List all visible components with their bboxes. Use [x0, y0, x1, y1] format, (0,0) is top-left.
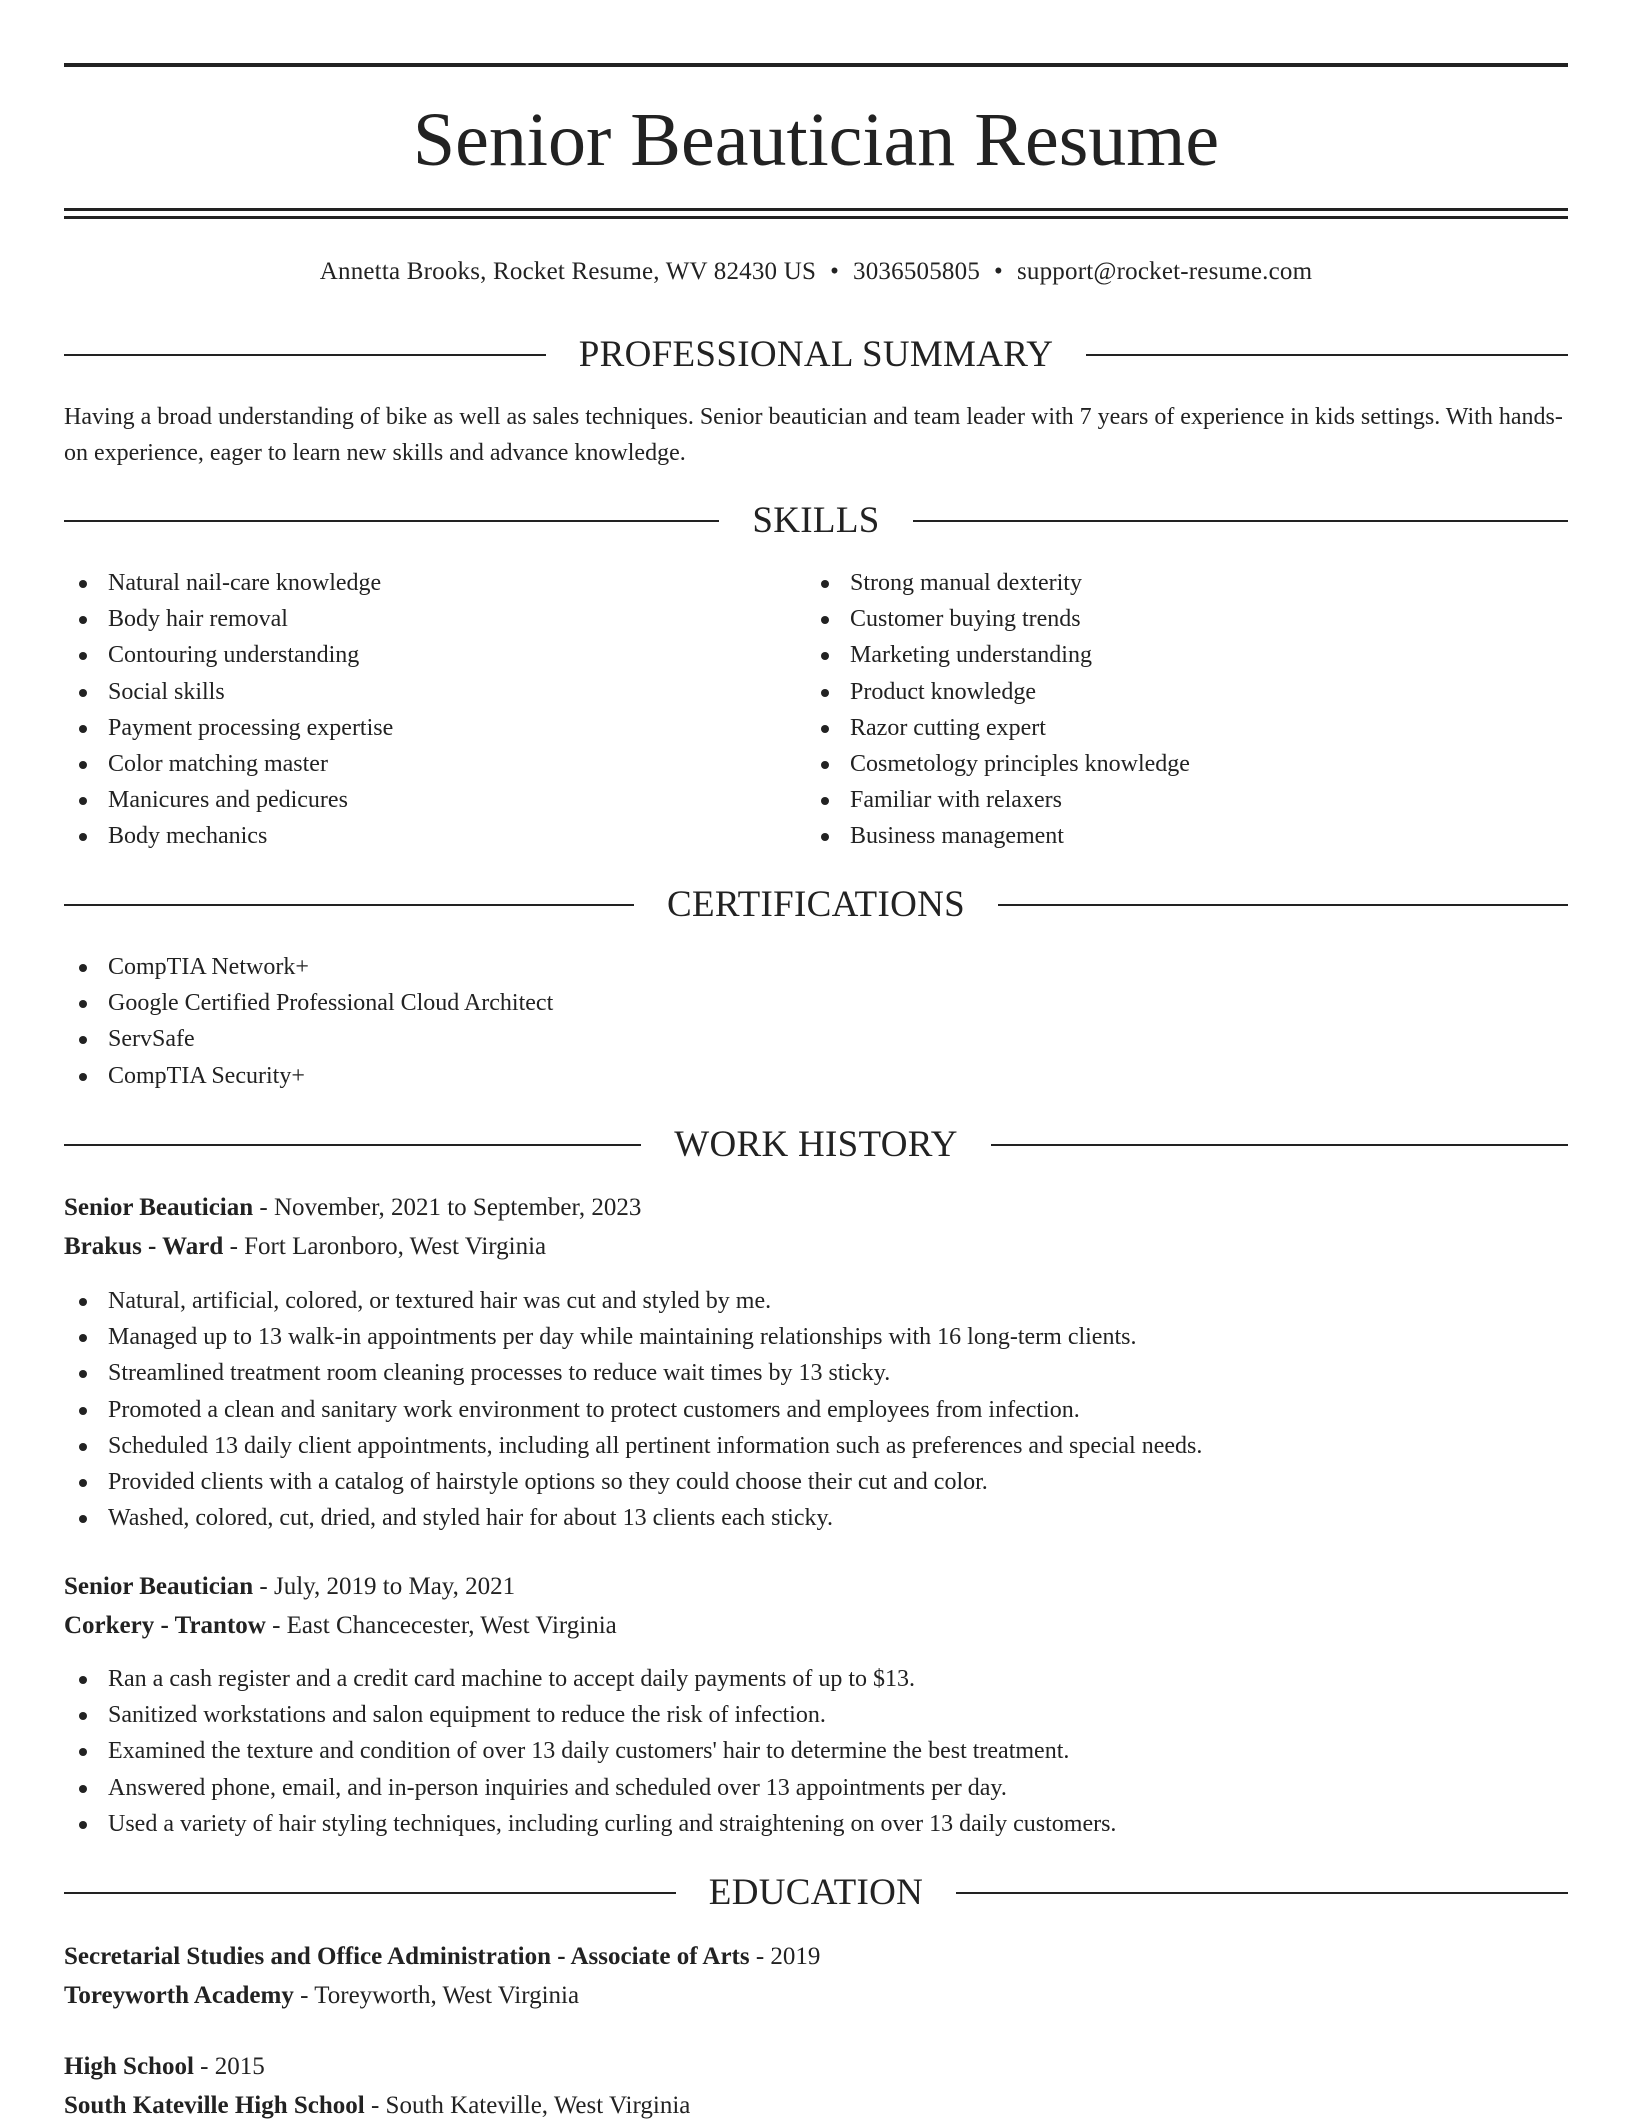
education-degree: Secretarial Studies and Office Administration - Associate of Arts — [64, 1943, 750, 1970]
job-bullets — [64, 1283, 1568, 1536]
education-degree-line — [64, 1938, 1568, 1976]
section-heading-skills — [64, 499, 1568, 543]
contact-phone: 3036505805 — [853, 258, 981, 285]
section-title: SKILLS — [752, 500, 880, 541]
job-title-line — [64, 1189, 1568, 1227]
heading-rule — [956, 1892, 1568, 1894]
skill-item: Marketing understanding — [806, 637, 1566, 673]
education-location: - Toreyworth, West Virginia — [293, 1982, 580, 2009]
skills-list-left — [64, 565, 804, 855]
skill-item: Cosmetology principles knowledge — [806, 746, 1566, 782]
skills-list-right — [806, 565, 1566, 855]
skill-item: Manicures and pedicures — [64, 782, 804, 818]
job-location: - East Chancecester, West Virginia — [265, 1612, 617, 1639]
education-school: South Kateville High School — [64, 2092, 365, 2119]
section-title: WORK HISTORY — [674, 1124, 958, 1165]
job-bullet: Washed, colored, cut, dried, and styled hair for about 13 clients each sticky. — [64, 1500, 1568, 1536]
heading-rule — [64, 354, 546, 356]
skill-item: Business management — [806, 818, 1566, 854]
job-bullet: Natural, artificial, colored, or textured hair was cut and styled by me. — [64, 1283, 1568, 1319]
education-degree: High School — [64, 2053, 194, 2080]
education-degree-line — [64, 2048, 1568, 2086]
contact-separator: • — [994, 258, 1003, 285]
job-bullet: Answered phone, email, and in-person inquiries and scheduled over 13 appointments per day. — [64, 1770, 1568, 1806]
job-bullet: Streamlined treatment room cleaning processes to reduce wait times by 13 sticky. — [64, 1355, 1568, 1391]
certification-item: CompTIA Security+ — [64, 1058, 1568, 1094]
section-heading-certifications — [64, 883, 1568, 927]
skill-item: Natural nail-care knowledge — [64, 565, 804, 601]
education-school-line — [64, 2087, 1568, 2125]
heading-rule — [991, 1144, 1568, 1146]
education-school-line — [64, 1977, 1568, 2015]
job-title-line — [64, 1568, 1568, 1606]
section-heading-summary — [64, 333, 1568, 377]
job-bullet: Managed up to 13 walk-in appointments per day while maintaining relationships with 16 long-term clients. — [64, 1319, 1568, 1355]
job-company-line — [64, 1607, 1568, 1645]
heading-rule — [64, 1892, 676, 1894]
job-location: - Fort Laronboro, West Virginia — [223, 1233, 547, 1260]
contact-separator: • — [830, 258, 840, 285]
job-bullet: Provided clients with a catalog of hairstyle options so they could choose their cut and color. — [64, 1464, 1568, 1500]
section-title: EDUCATION — [708, 1872, 924, 1913]
job-bullets — [64, 1661, 1568, 1842]
skill-item: Color matching master — [64, 746, 804, 782]
skill-item: Familiar with relaxers — [806, 782, 1566, 818]
skill-item: Razor cutting expert — [806, 710, 1566, 746]
heading-rule — [913, 520, 1568, 522]
summary-text: Having a broad understanding of bike as well as sales techniques. Senior beautician and team leader with 7 years of experience in kids settings. With hands-on experience, eager to learn new skills and advance knowledge. — [64, 404, 1563, 466]
contact-email[interactable]: support@rocket-resume.com — [1016, 258, 1313, 285]
certifications-list — [64, 949, 1568, 1094]
section-heading-work-history — [64, 1123, 1568, 1167]
contact-line — [64, 255, 1568, 289]
job-company: Corkery - Trantow — [64, 1612, 266, 1639]
certification-item: CompTIA Network+ — [64, 949, 1568, 985]
certification-item: Google Certified Professional Cloud Architect — [64, 985, 1568, 1021]
section-heading-education — [64, 1871, 1568, 1915]
title-rule-lower — [64, 216, 1568, 219]
job-title: Senior Beautician — [64, 1573, 254, 1600]
section-title: CERTIFICATIONS — [667, 884, 965, 925]
job-bullet: Ran a cash register and a credit card machine to accept daily payments of up to $13. — [64, 1661, 1568, 1697]
job-company: Brakus - Ward — [64, 1233, 224, 1260]
skill-item: Body mechanics — [64, 818, 804, 854]
education-school: Toreyworth Academy — [64, 1982, 294, 2009]
certification-item: ServSafe — [64, 1021, 1568, 1057]
education-year: - 2015 — [193, 2053, 265, 2080]
page-title: Senior Beautician Resume — [412, 98, 1220, 182]
job-dates: - November, 2021 to September, 2023 — [253, 1194, 642, 1221]
skill-item: Social skills — [64, 674, 804, 710]
job-dates: - July, 2019 to May, 2021 — [253, 1573, 516, 1600]
skill-item: Product knowledge — [806, 674, 1566, 710]
top-rule — [64, 63, 1568, 67]
heading-rule — [64, 904, 634, 906]
heading-rule — [64, 1144, 641, 1146]
job-bullet: Examined the texture and condition of over 13 daily customers' hair to determine the best treatment. — [64, 1733, 1568, 1769]
job-bullet: Sanitized workstations and salon equipment to reduce the risk of infection. — [64, 1697, 1568, 1733]
section-title: PROFESSIONAL SUMMARY — [578, 334, 1054, 375]
skill-item: Body hair removal — [64, 601, 804, 637]
skill-item: Payment processing expertise — [64, 710, 804, 746]
contact-address: Annetta Brooks, Rocket Resume, WV 82430 US — [319, 258, 817, 285]
job-bullet: Promoted a clean and sanitary work environment to protect customers and employees from infection. — [64, 1392, 1568, 1428]
education-year: - 2019 — [749, 1943, 821, 1970]
skill-item: Contouring understanding — [64, 637, 804, 673]
heading-rule — [64, 520, 719, 522]
job-title: Senior Beautician — [64, 1194, 254, 1221]
title-rule-upper — [64, 208, 1568, 211]
job-bullet: Scheduled 13 daily client appointments, including all pertinent information such as preferences and special needs. — [64, 1428, 1568, 1464]
heading-rule — [1086, 354, 1568, 356]
skill-item: Customer buying trends — [806, 601, 1566, 637]
job-bullet: Used a variety of hair styling techniques, including curling and straightening on over 13 daily customers. — [64, 1806, 1568, 1842]
job-company-line — [64, 1228, 1568, 1266]
skill-item: Strong manual dexterity — [806, 565, 1566, 601]
heading-rule — [998, 904, 1568, 906]
education-location: - South Kateville, West Virginia — [364, 2092, 691, 2119]
